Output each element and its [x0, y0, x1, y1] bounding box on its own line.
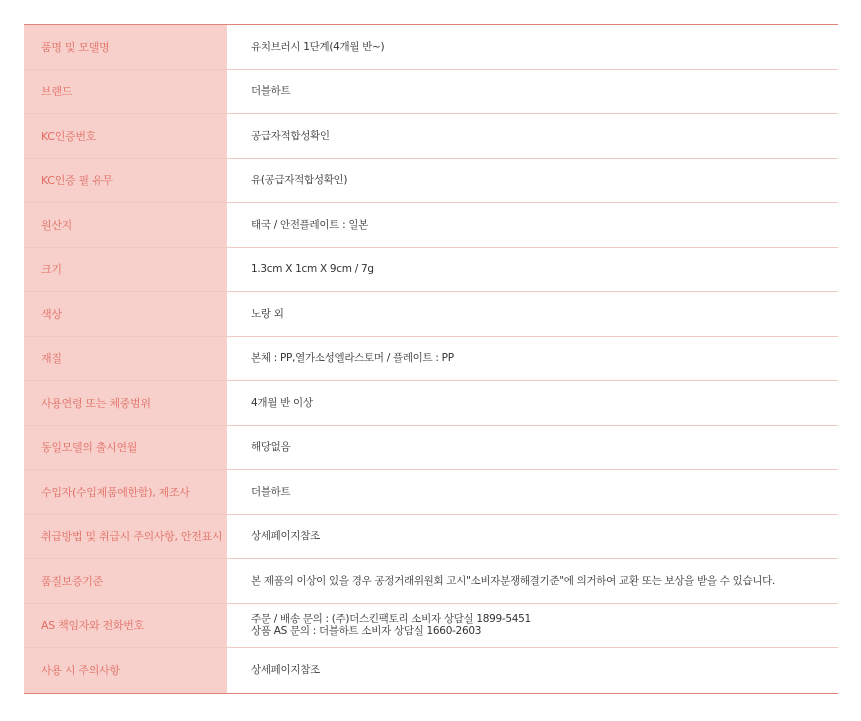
table-row: [24, 70, 838, 115]
row-value: [227, 292, 838, 336]
row-label: 재질: [24, 337, 227, 381]
row-value-line: 더블하트: [251, 485, 291, 498]
table-row: [24, 470, 838, 515]
table-row: [24, 337, 838, 382]
row-value-line: 4개월 반 이상: [251, 396, 313, 409]
table-row: [24, 648, 838, 693]
table-row: [24, 426, 838, 471]
row-value: [227, 337, 838, 381]
row-value-line: 1.3cm X 1cm X 9cm / 7g: [251, 263, 374, 276]
row-value: [227, 248, 838, 292]
row-value-line: 본 제품의 이상이 있을 경우 공정거래위원회 고시"소비자분쟁해결기준"에 의거하여 교환 또는 보상을 받을 수 있습니다.: [251, 574, 776, 587]
row-value: [227, 559, 838, 603]
row-label: 브랜드: [24, 70, 227, 114]
row-value: [227, 515, 838, 559]
table-row: [24, 159, 838, 204]
row-label: KC인증 필 유무: [24, 159, 227, 203]
table-row: [24, 292, 838, 337]
row-label: 동일모델의 출시연월: [24, 426, 227, 470]
row-value: [227, 426, 838, 470]
row-value-line: 상세페이지참조: [251, 530, 320, 543]
row-value-line: 공급자적합성확인: [251, 129, 330, 142]
row-value: [227, 648, 838, 693]
row-value-line: 상품 AS 문의 : 더블하트 소비자 상담실 1660-2603: [251, 625, 482, 638]
row-label: 취급방법 및 취급시 주의사항, 안전표시: [24, 515, 227, 559]
table-row: [24, 604, 838, 649]
row-label: 사용연령 또는 체중범위: [24, 381, 227, 425]
row-value: [227, 70, 838, 114]
table-row: [24, 203, 838, 248]
table-row: [24, 559, 838, 604]
row-value: [227, 604, 838, 648]
row-value-line: 태국 / 안전플레이트 : 일본: [251, 218, 369, 231]
row-value: [227, 159, 838, 203]
row-value: [227, 203, 838, 247]
row-value: [227, 25, 838, 69]
product-info-table: [24, 24, 838, 694]
row-label: 수입자(수입제품에한함), 제조사: [24, 470, 227, 514]
row-value-line: 더블하트: [251, 85, 291, 98]
row-label: KC인증번호: [24, 114, 227, 158]
row-label: 원산지: [24, 203, 227, 247]
row-value-line: 본체 : PP,열가소성엘라스토머 / 플레이트 : PP: [251, 352, 454, 365]
row-value-line: 노랑 외: [251, 307, 284, 320]
row-label: AS 책임자와 전화번호: [24, 604, 227, 648]
row-label: 크기: [24, 248, 227, 292]
row-label: 품질보증기준: [24, 559, 227, 603]
row-label: 품명 및 모델명: [24, 25, 227, 69]
row-label: 색상: [24, 292, 227, 336]
row-value: [227, 381, 838, 425]
table-row: [24, 248, 838, 293]
row-value-line: 주문 / 배송 문의 : (주)더스킨팩토리 소비자 상담실 1899-5451: [251, 613, 531, 626]
table-row: [24, 381, 838, 426]
row-value-line: 유(공급자적합성확인): [251, 174, 348, 187]
row-value: [227, 114, 838, 158]
table-row: [24, 114, 838, 159]
table-row: [24, 25, 838, 70]
row-label: 사용 시 주의사항: [24, 648, 227, 693]
row-value-line: 유치브러시 1단계(4개월 반~): [251, 40, 385, 53]
row-value: [227, 470, 838, 514]
row-value-line: 해당없음: [251, 441, 291, 454]
table-row: [24, 515, 838, 560]
row-value-line: 상세페이지참조: [251, 664, 320, 677]
